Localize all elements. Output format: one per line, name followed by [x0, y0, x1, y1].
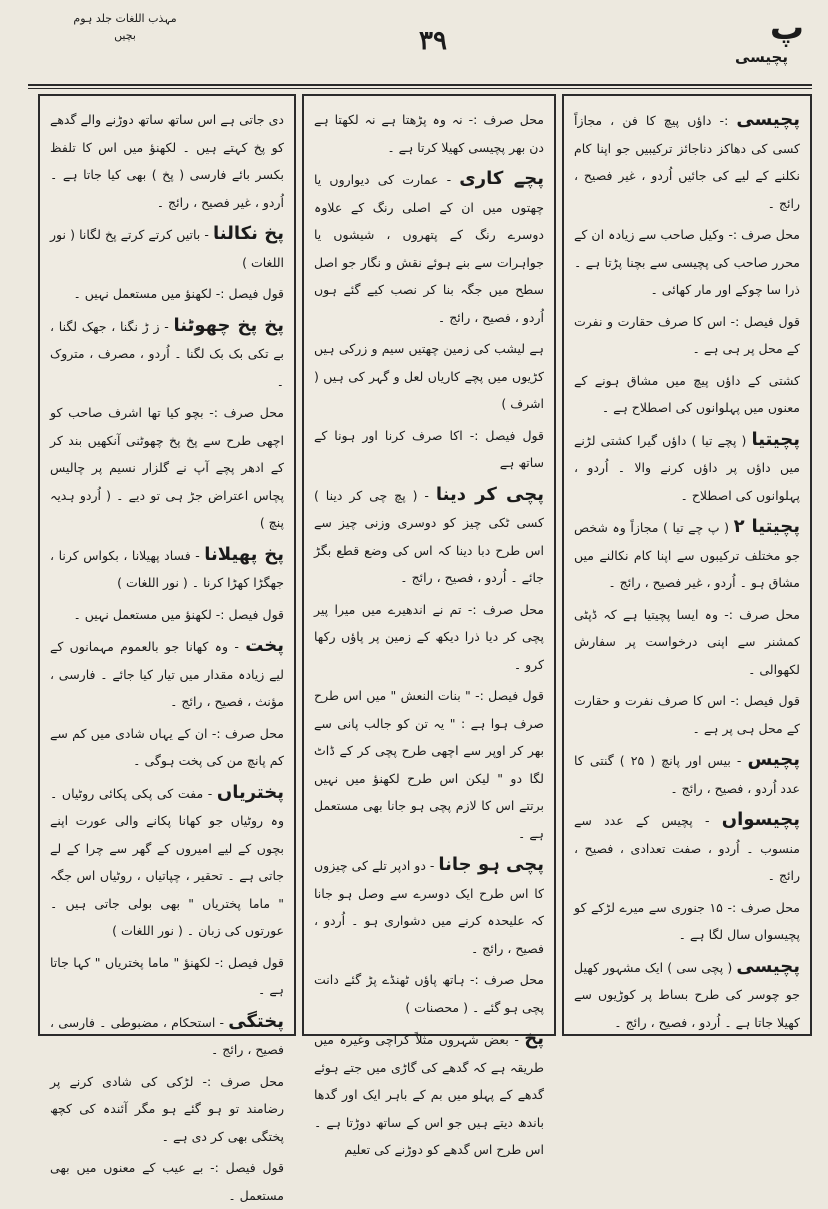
- dictionary-entry: [50, 312, 284, 396]
- dictionary-entry: [50, 541, 284, 597]
- header-right: [698, 8, 808, 66]
- entry-text: محل صرف :- وکیل صاحب سے زیادہ ان کے محرر صاحب کی پچیسی سے بچنا پڑتا ہے ۔ ذرا سا چوکے اور مار کھائی ۔: [574, 227, 800, 297]
- dictionary-entry: [574, 308, 800, 363]
- entry-headword: پچیتیا ۲: [733, 516, 801, 537]
- dictionary-entry: [574, 513, 800, 597]
- dictionary-entry: [50, 779, 284, 945]
- dictionary-entry: [50, 601, 284, 629]
- dictionary-entry: [574, 426, 800, 510]
- entry-headword: پچیس: [747, 749, 800, 770]
- dictionary-entry: [574, 746, 800, 802]
- entry-text: - ز ڑ نگنا ، جھک لگنا ، بے تکی بک بک لگنا ۔ اُردو ، مصرف ، متروک ۔: [50, 318, 284, 389]
- header-section-word: بچیں: [114, 29, 136, 42]
- entry-headword: پچیسی: [736, 955, 800, 977]
- entry-headword: پچیسی: [736, 109, 800, 130]
- dictionary-entry: [314, 481, 544, 592]
- entry-headword: پخ پھیلانا: [204, 543, 284, 565]
- entry-text: - وہ کھانا جو بالعموم مہمانوں کے لیے زیادہ مقدار میں تیار کیا جائے ۔ فارسی ، مؤنث ، فصیح ، رائج ۔: [50, 639, 284, 709]
- entry-text: - بعض شہروں مثلاً کراچی وغیرہ میں طریقہ ہے کہ گدھے کی گاڑی میں جتے ہوئے گدھے کے پہلو میں بم کے باہر ایک اور گدھا باندھ دیتے ہیں جو اس کے ساتھ دوڑتا ہے ۔ اس طرح اس گدھے کو دوڑنے کی تعلیم: [314, 1032, 544, 1157]
- header-keyword: پچیسی: [734, 48, 788, 66]
- dictionary-entry: [314, 682, 544, 847]
- dictionary-entry: [50, 1008, 284, 1064]
- entry-headword: پچی ہو جانا: [438, 854, 544, 875]
- entry-text: - دو ادپر تلے کی چیزوں کا اس طرح ایک دوسرے سے وصل ہو جانا کہ علیحدہ کرنے میں دشواری ہو ۔ اُردو ، فصیح ، رائج ۔: [314, 858, 544, 956]
- entry-text: محل صرف :- ہاتھ پاؤں ٹھنڈے پڑ گئے دانت پچی ہو گئے ۔ ( محصنات ): [314, 972, 544, 1015]
- dictionary-entry: [50, 280, 284, 308]
- dictionary-entry: [574, 601, 800, 684]
- dictionary-entry: [50, 632, 284, 716]
- entry-text: - مفت کی پکی پکائی روٹیاں ۔ وہ روٹیاں جو کھانا پکانے والی عورت اپنے بچوں کے لیے امیروں کے گھر سے چرا کے لے جاتی ہے ۔ تحقیر ، چپاتیاں ، روٹیاں اس جگہ " ماما پختریاں " بھی بولی جاتی ہیں ۔ عورتوں کی زبان ۔ ( نور اللغات ): [50, 785, 284, 938]
- column-left: [38, 94, 296, 1203]
- entry-text: محل صرف :- لڑکی کی شادی کرنے پر رضامند تو ہو گئے ہو مگر آئندہ کی کچھ پختگی بھی کر دی ہے ۔: [50, 1073, 284, 1144]
- entry-text: محل صرف :- نہ وہ پڑھتا ہے نہ لکھتا ہے دن بھر پچیسی کھیلا کرتا ہے ۔: [314, 112, 544, 155]
- entry-headword: پچے کاری: [459, 168, 544, 189]
- header-rule: [28, 84, 812, 86]
- header-rule-thin: [28, 88, 812, 89]
- entry-text: قول فیصل :- لکھنؤ " ماما پختریاں " کہا جاتا ہے ۔: [50, 954, 284, 997]
- entry-text: - باتیں کرتے کرتے پخ لگانا ( نور اللغات ): [50, 227, 284, 270]
- entry-headword: پخ پخ چھوٹنا: [173, 314, 284, 336]
- entry-headword: پخت: [245, 635, 284, 656]
- dictionary-entry: [574, 221, 800, 304]
- dictionary-entry: [50, 106, 284, 216]
- entry-text: - بیس اور پانچ ( ۲۵ ) گنتی کا عدد اُردو ، فصیح ، رائج ۔: [574, 753, 800, 796]
- entry-headword: پختگی: [228, 1010, 284, 1032]
- entry-text: - ( پچ چی کر دینا ) کسی ٹکی چیز کو دوسری وزنی چیز سے اس طرح دبا دینا کہ اس کی وضع قطع بگڑ جائے ۔ اُردو ، فصیح ، رائج ۔: [314, 487, 544, 585]
- entry-text: محل صرف :- تم نے اندھیرے میں میرا پیر پچی کر دیا ذرا دیکھ کے زمین پر پاؤں رکھا کرو ۔: [314, 601, 544, 672]
- entry-headword: پچیسواں: [721, 809, 800, 830]
- entry-text: - پچیس کے عدد سے منسوب ۔ اُردو ، صفت تعدادی ، فصیح ، رائج ۔: [574, 813, 800, 883]
- entry-text: ( پ چے تیا ) مجازاً وہ شخص جو مختلف ترکیبوں سے اپنا کام نکالنے میں مشاق ہو ۔ اُردو ، غیر فصیح ، رائج ۔: [574, 520, 800, 590]
- dictionary-entry: [50, 399, 284, 537]
- entry-text: محل صرف :- ۱۵ جنوری سے میرے لڑکے کو پچیسواں سال لگا ہے ۔: [574, 899, 800, 942]
- entry-text: ہے لیشب کی زمین چھتیں سیم و زرکی ہیں کڑیوں میں پچے کاریاں لعل و گہر کی ہیں ( اشرف ): [314, 341, 544, 411]
- entry-text: کشتی کے داؤں پیچ میں مشاق ہونے کے معنوں میں پہلوانوں کی اصطلاح ہے ۔: [574, 372, 800, 415]
- entry-text: قول فیصل :- اس کا صرف حقارت و نفرت کے محل پر ہی ہے ۔: [574, 313, 800, 356]
- entry-text: ( پچے تیا ) داؤں گیرا کشتی لڑنے میں داؤں پر داؤں کرنے والا ۔ اُردو ، پہلوانوں کی اصطلاح ۔: [574, 432, 800, 503]
- dictionary-entry: [50, 1154, 284, 1209]
- header-book-title: مہذب اللغات جلد ہوم: [73, 12, 177, 25]
- column-right: [562, 94, 812, 1036]
- entry-headword: پخ نکالنا: [213, 223, 284, 244]
- header-left: [40, 10, 210, 44]
- header-letter: پ: [769, 8, 804, 48]
- entry-text: قول فیصل :- لکھنؤ میں مستعمل نہیں ۔: [73, 286, 284, 301]
- entry-headword: پختریاں: [216, 781, 284, 803]
- column-middle: [302, 94, 556, 1157]
- dictionary-entry: [574, 806, 800, 890]
- entry-text: :- داؤں پیچ کا فن ، مجازاً کسی کی دھاکز دناجائز ترکیبیں جو اپنا کام نکلنے کے لیے کی جائیں اُردو ، غیر فصیح ، رائج ۔: [574, 113, 800, 211]
- dictionary-entry: [314, 1025, 544, 1164]
- dictionary-entry: [314, 851, 544, 962]
- dictionary-entry: [50, 720, 284, 775]
- dictionary-entry: [574, 106, 800, 217]
- dictionary-entry: [314, 165, 544, 331]
- dictionary-entry: [574, 367, 800, 422]
- dictionary-entry: [314, 106, 544, 161]
- entry-text: محل صرف :- وہ ایسا پچیتیا ہے کہ ڈپٹی کمشنر سے اپنی درخواست پر سفارش لکھوالی ۔: [574, 606, 800, 677]
- dictionary-entry: [574, 894, 800, 949]
- dictionary-entry: [314, 422, 544, 477]
- dictionary-entry: [50, 1068, 284, 1151]
- entry-text: قول فیصل :- اس کا صرف نفرت و حقارت کے محل ہی پر ہے ۔: [574, 693, 800, 736]
- entry-text: محل صرف :- بچو کیا تھا اشرف صاحب کو اچھی طرح سے پخ پخ چھوٹنی آنکھیں بند کر کے ادھر پچے آپ نے گلزار نسیم پر چالیس پچاس اعتراض جڑ ہی تو دیے ۔ ( اُردو ہدیہ پنچ ): [50, 405, 284, 530]
- entry-text: قول فیصل :- " بنات النعش " میں اس طرح صرف ہوا ہے : " یہ تن کو جالب پانی سے بھر کر اوپر سے اچھی طرح پچی کر کے ڈاٹ لگا دو " لیکن اس طرح لکھنؤ میں نہیں برتتے اس کا لازم پچی ہو جانا بھی مستعمل ہے ۔: [314, 688, 544, 841]
- dictionary-entry: [574, 953, 800, 1037]
- page-number: ۳۹: [419, 26, 447, 56]
- entry-headword: پچی کر دینا: [435, 483, 544, 505]
- entry-headword: پچیتیا: [751, 428, 800, 450]
- entry-text: - عمارت کی دیواروں یا چھتوں میں ان کے اصلی رنگ کے علاوہ دوسرے رنگ کے پتھروں ، شیشوں یا جواہرات سے بنے ہوئے نقش و نگار جو اصل سطح میں جگہ بنا کر نصب کیے گئے ہوں اُردو ، فصیح ، رائج ۔: [314, 172, 544, 325]
- entry-headword: پخ: [524, 1028, 544, 1049]
- dictionary-entry: [50, 220, 284, 276]
- entry-text: - فساد پھیلانا ، بکواس کرنا ، جھگڑا کھڑا کرنا ۔ ( نور اللغات ): [50, 547, 284, 590]
- dictionary-entry: [314, 966, 544, 1021]
- entry-text: محل صرف :- ان کے یہاں شادی میں کم سے کم پانچ من کی پخت ہوگی ۔: [50, 725, 284, 768]
- dictionary-entry: [314, 596, 544, 679]
- page-header: [18, 8, 814, 86]
- entry-text: قول فیصل :- لکھنؤ میں مستعمل نہیں ۔: [73, 606, 284, 622]
- entry-text: ( پچی سی ) ایک مشہور کھیل جو چوسر کی طرح بساط پر کوڑیوں سے کھیلا جاتا ہے ۔ اُردو ، فصیح ، رائج ۔: [574, 959, 800, 1030]
- entry-text: قول فیصل :- بے عیب کے معنوں میں بھی مستعمل ۔: [50, 1160, 284, 1203]
- dictionary-entry: [314, 335, 544, 418]
- dictionary-entry: [574, 687, 800, 742]
- entry-text: دی جاتی ہے اس ساتھ ساتھ دوڑنے والے گدھے کو پخ کہتے ہیں ۔ لکھنؤ میں اس کا تلفظ بکسر بائے فارسی ( پخ ) بھی کیا جاتا ہے ۔ اُردو ، غیر فصیح ، رائج ۔: [50, 112, 284, 210]
- entry-text: قول فیصل :- اکا صرف کرنا اور ہونا کے ساتھ ہے: [314, 427, 544, 470]
- entry-text: - استحکام ، مضبوطی ۔ فارسی ، فصیح ، رائج ۔: [50, 1014, 284, 1057]
- dictionary-entry: [50, 949, 284, 1004]
